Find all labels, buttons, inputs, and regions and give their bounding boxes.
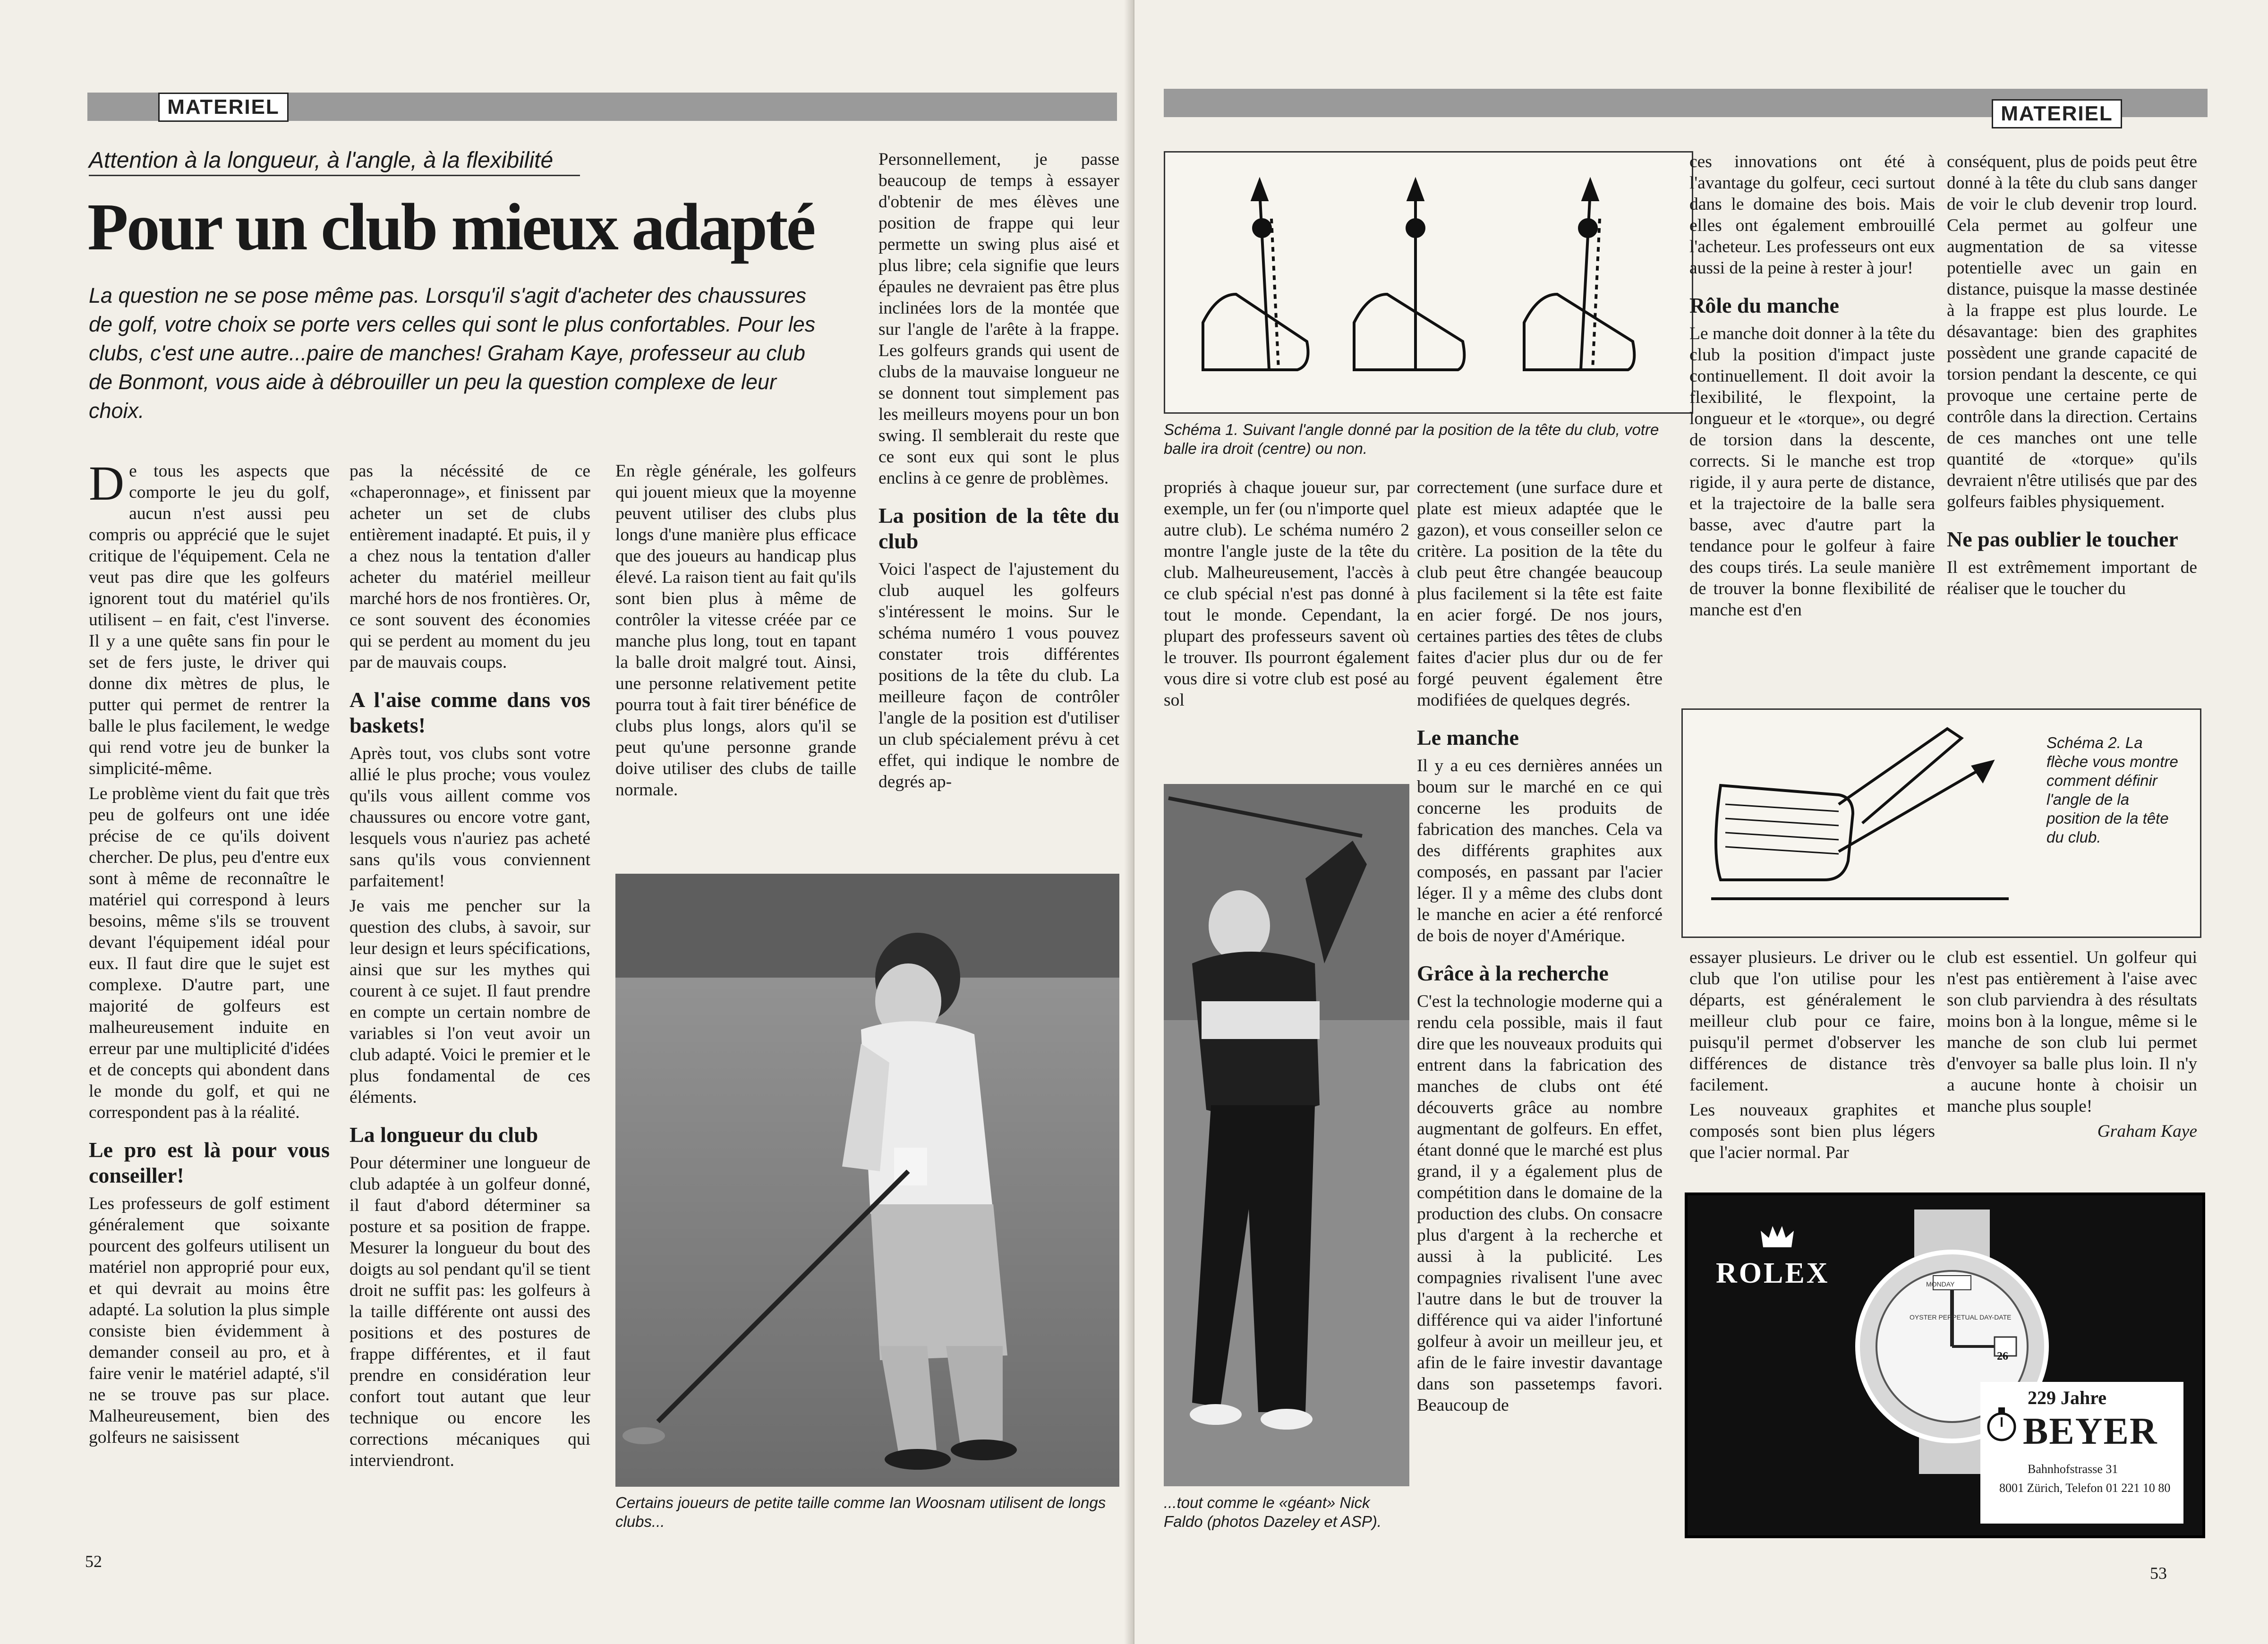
column-3 — [1689, 151, 1935, 624]
paragraph: Les professeurs de golf estiment généralement que soixante pourcent des golfeurs utilisent un matériel non approprié pour eux, et qui devrait au moins être adapté. La solution la plus simple consiste bien évidemment à demander conseil au pro, et à faire venir le matériel adapté, s'il ne se trouve pas sur place. Malheureusement, bien des golfeurs ne saisissent — [89, 1194, 330, 1447]
subheading: Grâce à la recherche — [1417, 961, 1609, 985]
paragraph: Voici l'aspect de l'ajustement du club auquel les golfeurs s'intéressent le moins. Sur le schéma numéro 1 vous pouvez constater trois différentes positions de la tête du club. La meilleure façon de contrôler l'angle de la position est d'utiliser un club spécialement prévu à cet effet, qui indique le nombre de degrés ap- — [878, 560, 1119, 792]
subheading: Ne pas oublier le toucher — [1947, 527, 2178, 551]
page-number: 53 — [2150, 1564, 2167, 1583]
paragraph: Il est extrêmement important de réaliser que le toucher du — [1947, 558, 2197, 598]
subheading: La position de la tête du club — [878, 503, 1119, 553]
paragraph: En règle générale, les golfeurs qui jouent mieux que la moyenne peuvent utiliser des clubs plus longs d'une manière plus efficace que des joueurs au handicap plus élevé. La raison tient au fait qu'ils sont bien plus à même de contrôler la vitesse créée par ce manche plus long, tout en tapant la balle droit malgré tout. Ainsi, une personne relativement petite pourra tout à fait tirer bénéfice de clubs plus longs, alors qu'il se peut qu'une personne grande doive utiliser des clubs de taille normale. — [615, 461, 856, 800]
headline: Pour un club mieux adapté — [87, 189, 814, 264]
schema-1-caption: Schéma 1. Suivant l'angle donné par la position de la tête du club, votre balle ira droit (centre) ou non. — [1164, 421, 1659, 457]
photo-golfer-woosnam — [615, 874, 1119, 1487]
brand-name: ROLEX — [1716, 1257, 1830, 1289]
drop-cap: D — [89, 456, 125, 511]
kicker: Attention à la longueur, à l'angle, à la flexibilité — [89, 146, 580, 176]
photo-caption: Certains joueurs de petite taille comme Ian Woosnam utilisent de longs clubs... — [615, 1494, 1106, 1530]
column-4 — [878, 149, 1119, 796]
lead-paragraph: La question ne se pose même pas. Lorsqu'il s'agit d'acheter des chaussures de golf, votre choix se porte vers celles qui sont le plus confortables. Pour les clubs, c'est une autre...paire de manches! Graham Kaye, professeur au club de Bonmont, vous aide à débrouiller un peu la question complexe de leur choix. — [89, 283, 816, 423]
subheading: Le manche — [1417, 725, 1519, 750]
paragraph: conséquent, plus de poids peut être donné à la tête du club sans danger de voir le club devenir trop lourd. Cela permet au golfeur une augmentation de sa vitesse potentielle avec un gain en distance, puisque la masse destinée à la frappe est plus lourde. Le désavantage: bien des graphites possèdent une grande capacité de torsion pendant la descente, ce qui provoque une certaine perte de contrôle dans la direction. Certains de ces manches ont une telle quantité de «torque» qu'ils devraient n'être utilisés que par des golfeurs faibles physiquement. — [1947, 152, 2197, 511]
paragraph: Après tout, vos clubs sont votre allié le plus proche; vous voulez qu'ils vous aillent comme vos chaussures ou encore votre gant, lesquels vous n'auriez pas acheté sans qu'ils vous conviennent parfaitement! — [350, 744, 590, 891]
section-tag: MATERIEL — [1992, 99, 2122, 128]
date-window: 26 — [1997, 1350, 2008, 1363]
golfer-image — [1164, 784, 1409, 1486]
right-page — [1134, 0, 2268, 1644]
column-4-continued — [1947, 947, 2197, 1146]
golfer-image — [615, 874, 1119, 1487]
column-1 — [89, 456, 330, 1452]
rolex-advertisement — [1685, 1193, 2205, 1538]
schema-2-diagram — [1681, 708, 2201, 938]
paragraph: Le manche doit donner à la tête du club la position d'impact juste continuellement. Il doit avoir la flexibilité, le flexpoint, la longueur et le «torque», ou degré de torsion dans la descente, corrects. Si le manche est trop rigide, il y aura perte de distance, et la trajectoire de la balle sera basse, avec d'autre part la tendance pour le golfeur à faire des coups tirés. La seule manière de trouver la bonne flexibilité de manche est d'en — [1689, 324, 1935, 620]
column-1 — [1164, 477, 1409, 715]
paragraph: Pour déterminer une longueur de club adaptée à un golfeur donné, il faut d'abord déterminer sa posture et sa position de frappe. Mesurer la longueur du bout des doigts au sol pendant qu'il se tient droit ne suffit pas: les golfeurs à la taille différente ont aussi des positions et des postures de frappe différentes, et il faut prendre en considération leur confort tout autant que leur technique ou encore les corrections mécaniques qui interviendront. — [350, 1153, 590, 1470]
retailer-box — [1980, 1382, 2183, 1524]
paragraph: correctement (une surface dure et plate est mieux adaptée que le gazon), et vous conseiller selon ce critère. La position de la tête du club peut être changée beaucoup plus facilement si la tête est faite en acier forgé. De nos jours, certaines parties des têtes de clubs faites d'acier plus dur ou de fer forgé peuvent également être modifiées de quelques degrés. — [1417, 478, 1663, 710]
paragraph: C'est la technologie moderne qui a rendu cela possible, mais il faut dire que les nouveaux produits qui entrent dans la fabrication des manches de clubs ont été découverts grâce au nombre augmentant de golfeurs. En effet, étant donné que le marché est plus grand, il y a également plus de compétition dans le domaine de la production des clubs. On consacre plus d'argent à la recherche et aussi à la publicité. Les compagnies rivalisent l'une avec l'autre dans le but de trouver la différence qui va aider l'infortuné golfeur à avoir un meilleur jeu, et afin de le faire investir davantage dans son passetemps favori. Beaucoup de — [1417, 992, 1663, 1415]
paragraph: e tous les aspects que comporte le jeu du golf, aucun n'est aussi peu compris ou apprécié que le sujet critique de l'équipement. Cela ne veut pas dire que les golfeurs ignorent tout du matériel qu'ils utilisent – en fait, c'est l'inverse. Il y a une quête sans fin pour le set de fers juste, le driver qui donne dix mètres de plus, le putter qui permet de rentrer la balle le plus facilement, le wedge qui rend votre jeu de bunker la simplicité-même. — [89, 461, 330, 778]
retailer-city-phone: 8001 Zürich, Telefon 01 221 10 80 — [1999, 1481, 2171, 1495]
page-number: 52 — [85, 1552, 102, 1571]
subheading: A l'aise comme dans vos baskets! — [350, 688, 590, 737]
column-3-continued — [1689, 947, 1935, 1167]
paragraph: ces innovations ont été à l'avantage du golfeur, ceci surtout dans le domaine des bois. Mais elles ont également embrouillé l'acheteur. Les professeurs ont eux aussi de la peine à rester à jour! — [1689, 152, 1935, 278]
subheading: La longueur du club — [350, 1123, 538, 1147]
club-head-right — [1524, 181, 1634, 370]
paragraph: club est essentiel. Un golfeur qui n'est pas entièrement à l'aise avec son club parviendra à des résultats moins bon à la longue, même si le manche de son club lui permet d'envoyer sa balle plus loin. Il n'y a aucune honte à choisir un manche plus souple! — [1947, 948, 2197, 1116]
crown-icon — [1758, 1224, 1796, 1252]
stopwatch-icon — [1985, 1405, 2018, 1443]
day-window: MONDAY — [1926, 1280, 1955, 1288]
club-angle-illustration — [1165, 153, 1692, 412]
club-angle-arrow-illustration — [1683, 710, 2013, 937]
anniversary: 229 Jahre — [2028, 1387, 2107, 1408]
retailer-name: BEYER — [2023, 1411, 2158, 1452]
column-4 — [1947, 151, 2197, 603]
column-2 — [350, 460, 590, 1475]
dial-text: OYSTER PERPETUAL DAY-DATE — [1910, 1313, 2012, 1321]
subheading: Rôle du manche — [1689, 293, 1839, 317]
paragraph: Personnellement, je passe beaucoup de temps à essayer d'obtenir de mes élèves une position de frappe qui leur permette un swing plus aisé et plus libre; cela signifie que leurs épaules ne devraient pas être plus inclinées lors de la montée que sur l'angle de l'arête à la frappe. Les golfeurs grands qui usent de clubs de la mauvaise longueur ne se donnent tout simplement pas les meilleurs moyens pour un bon swing. Il semblerait du reste que ce sont eux qui sont le plus enclins à ce genre de problèmes. — [878, 150, 1119, 488]
club-head-left — [1203, 181, 1308, 370]
photo-golfer-faldo — [1164, 784, 1409, 1486]
paragraph: Je vais me pencher sur la question des clubs, à savoir, sur leur design et leurs spécifications, ainsi que sur les mythes qui courent à ce sujet. Il faut prendre en compte un certain nombre de variables si l'on veut avoir un club adapté. Voici le premier et le plus fondamental de ces éléments. — [350, 896, 590, 1107]
subheading: Le pro est là pour vous conseiller! — [89, 1138, 330, 1187]
club-head-center — [1354, 181, 1464, 370]
section-tag: MATERIEL — [158, 93, 289, 122]
schema-2-caption: Schéma 2. La flèche vous montre comment définir l'angle de la position de la tête du club. — [2046, 734, 2178, 846]
paragraph: Il y a eu ces dernières années un boum sur le marché en ce qui concerne les produits de fabrication des manches. Cela va des différents graphites aux composés, en passant par l'acier léger. Il y a même des clubs dont le manche en acier a été renforcé de bois de noyer d'Amérique. — [1417, 756, 1663, 946]
paragraph: pas la nécéssité de ce «chaperonnage», et finissent par acheter un set de clubs entièrement inadapté. Et puis, il y a chez nous la tentation d'aller acheter du matériel meilleur marché hors de nos frontières. Or, ce sont souvent des économies qui se perdent au moment du jeu par de mauvais coups. — [350, 461, 590, 672]
schema-1-diagram — [1164, 151, 1693, 414]
photo-caption: ...tout comme le «géant» Nick Faldo (photos Dazeley et ASP). — [1164, 1494, 1382, 1530]
column-3 — [615, 460, 856, 804]
paragraph: Les nouveaux graphites et composés sont bien plus légers que l'acier normal. Par — [1689, 1100, 1935, 1162]
paragraph: Le problème vient du fait que très peu de golfeurs ont une idée précise de ce qu'ils doivent chercher. De plus, peu d'entre eux sont à même de reconnaître le matériel qui correspond à leurs besoins, même s'ils se trouvent devant l'équipement idéal pour eux. Il faut dire que le sujet est complexe. D'autre part, une majorité de golfeurs est malheureusement induite en erreur par une multiplicité d'idées et de concepts qui abondent dans le monde du golf, et qui ne correspondent pas à la réalité. — [89, 784, 330, 1122]
paragraph: propriés à chaque joueur sur, par exemple, un fer (ou n'importe quel autre club). Le schéma numéro 2 montre l'angle juste de la tête du club. Malheureusement, l'accès à ce club spécial n'est pas donné à tout le monde. Cependant, la plupart des professeurs savent où le trouver. Ils pourront également vous dire si votre club est posé au sol — [1164, 478, 1409, 710]
retailer-address: Bahnhofstrasse 31 — [2028, 1462, 2118, 1476]
author-signature: Graham Kaye — [2097, 1122, 2197, 1141]
paragraph: essayer plusieurs. Le driver ou le club que l'on utilise pour les départs, est généralement le meilleur club pour ce faire, puisqu'il permet d'observer les différences de distance très facilement. — [1689, 948, 1935, 1095]
column-2 — [1417, 477, 1663, 1420]
